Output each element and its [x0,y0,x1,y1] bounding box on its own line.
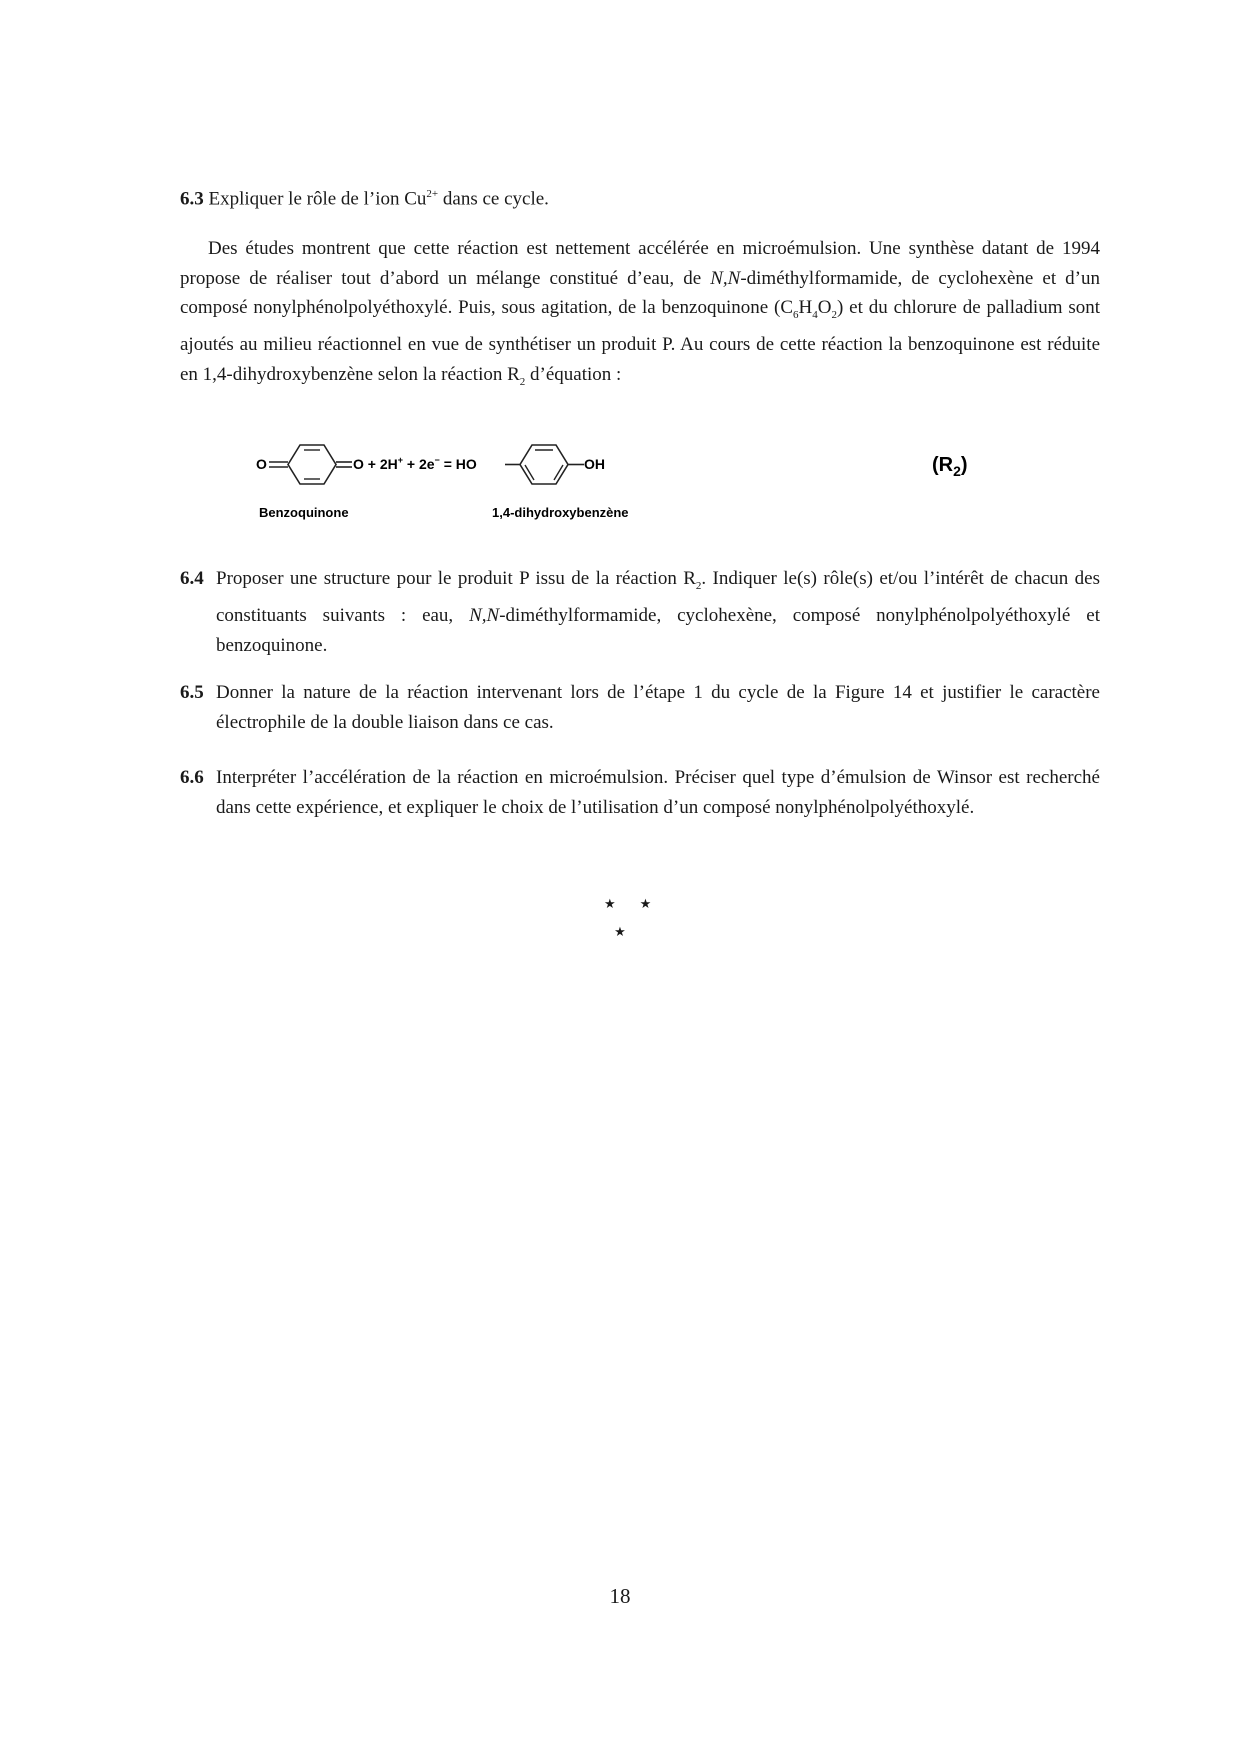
question-text: Proposer une structure pour le produit P issu de la réaction R [216,568,696,589]
question-text: Donner la nature de la réaction intervenant lors de l’étape 1 du cycle de la Figure 14 et justifier le caractère électrophile de la double liaison dans ce cas. [216,682,1100,733]
star-row: ★★ [604,896,676,911]
reaction-text [353,455,477,472]
reaction-label-r: (R [932,454,954,476]
reaction-equals: = HO [439,456,477,472]
star-row: ★ [614,924,650,939]
subscript: 6 [793,308,799,321]
page-number: 18 [609,1584,631,1608]
question-6-5 [180,678,1100,737]
hydroquinone-ring [520,445,568,484]
intro-text: Des études montrent que cette réaction est nettement accélérée en microémulsion. Une synthèse datant de 1994 propose de réaliser tout d’abord un mélange constitué d’eau, de [180,238,1100,289]
superscript: 2+ [426,188,439,200]
subscript: 2 [519,375,526,388]
benzoquinone-name: Benzoquinone [259,505,349,520]
question-text: Interpréter l’accélération de la réaction en microémulsion. Préciser quel type d’émulsion de Winsor est recherché dans cette expérience, et expliquer le choix de l’utilisation d’un composé nonylphénolpolyéthoxylé. [216,767,1100,818]
reaction-label-close: ) [960,454,968,476]
ring-double-bond [554,465,563,480]
intro-text: ) et du chlorure de palladium sont ajoutés au milieu réactionnel en vue de synthétiser un produit P. Au cours de cette réaction la benzoquinone est réduite en 1,4-dihydroxybenzène selon la réaction R [180,297,1100,385]
hydroquinone-oh: OH [584,456,605,472]
reaction-reactants: O + 2H [353,456,398,472]
intro-paragraph [180,234,1100,397]
ring-double-bond [525,465,534,480]
hydroquinone-name: 1,4-dihydroxybenzène [492,505,629,520]
reaction-electrons: + 2e [403,456,435,472]
question-text: Expliquer le rôle de l’ion Cu [208,188,427,210]
superscript: + [397,455,404,465]
question-text: -diméthylformamide, cyclohexène, composé nonylphénolpolyéthoxylé et benzoquinone. [216,605,1100,656]
question-number: 6.3 [180,188,204,210]
intro-text: O [817,297,832,318]
benzoquinone-ring [288,445,336,484]
reaction-svg [250,440,1010,530]
question-text: . Indiquer le(s) rôle(s) et/ou l’intérêt de chacun des constituants suivants : eau, [216,568,1101,627]
section-end-stars [580,890,676,946]
question-number: 6.4 [180,568,204,589]
reaction-label [932,454,968,479]
question-6-3 [180,179,549,214]
question-text: dans ce cycle. [438,188,549,210]
superscript: − [434,455,440,465]
reaction-label-sub: 2 [953,463,961,479]
subscript: 2 [695,579,702,592]
subscript: 4 [812,308,818,321]
question-number: 6.6 [180,767,204,788]
intro-text: -diméthylformamide, de cyclohexène et d’un composé nonylphénolpolyéthoxylé. Puis, sous agitation, de la benzoquinone (C [180,267,1101,318]
question-number: 6.5 [180,682,204,703]
intro-text: d’équation : [525,363,622,385]
benzoquinone-oxygen-left: O [256,456,267,472]
reaction-equation-figure [250,440,1010,530]
italic-text: N,N [710,267,741,289]
subscript: 2 [831,308,837,321]
question-6-6 [180,763,1100,822]
question-6-4 [180,564,1100,660]
italic-text: N,N [469,605,500,627]
intro-text: H [798,297,813,318]
